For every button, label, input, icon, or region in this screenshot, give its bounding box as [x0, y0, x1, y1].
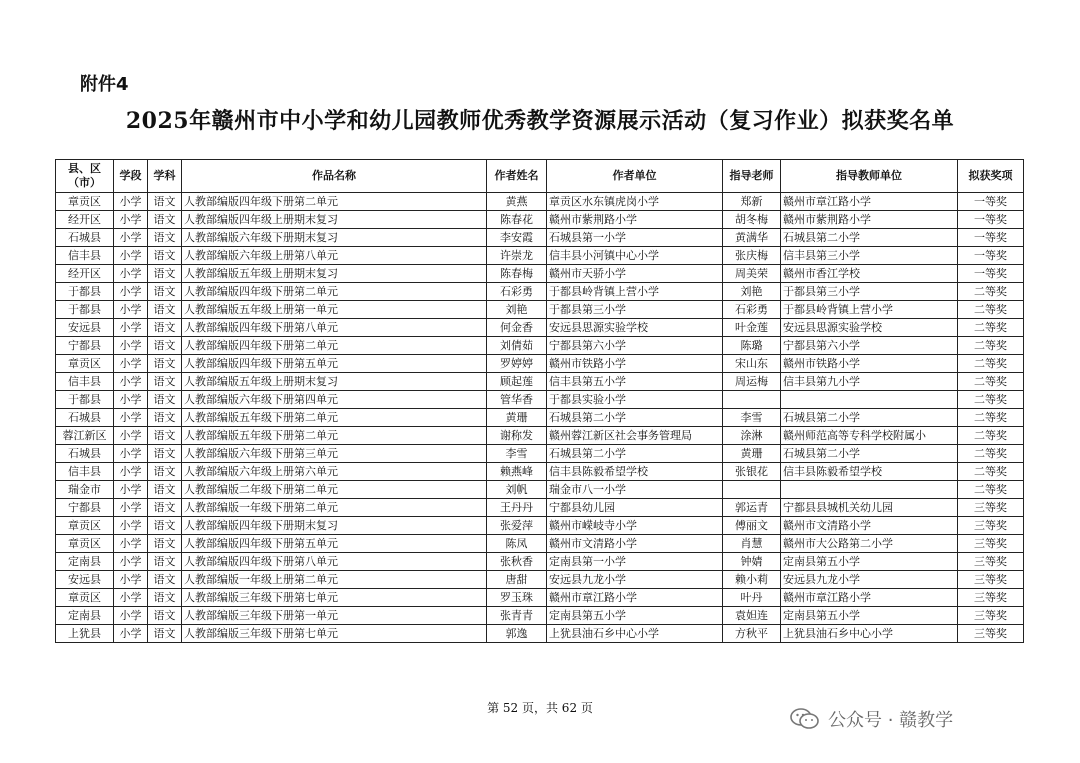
cell-work-title: 人教部编版六年级上册第六单元: [182, 463, 487, 481]
cell-advisor: 方秋平: [723, 625, 781, 643]
cell-work-title: 人教部编版四年级下册期末复习: [182, 517, 487, 535]
cell-work-title: 人教部编版五年级下册第二单元: [182, 409, 487, 427]
document-title: 2025年赣州市中小学和幼儿园教师优秀教学资源展示活动（复习作业）拟获奖名单: [125, 108, 955, 134]
cell-award: 一等奖: [958, 211, 1024, 229]
table-row: [56, 445, 1024, 463]
cell-advisor-unit: 安远县九龙小学: [781, 571, 958, 589]
cell-work-title: 人教部编版四年级下册第二单元: [182, 337, 487, 355]
cell-author-unit: 瑞金市八一小学: [547, 481, 723, 499]
cell-stage: 小学: [114, 319, 148, 337]
cell-advisor-unit: 赣州市大公路第二小学: [781, 535, 958, 553]
cell-advisor-unit: 上犹县油石乡中心小学: [781, 625, 958, 643]
cell-advisor-unit: 定南县第五小学: [781, 607, 958, 625]
cell-advisor: 傅丽文: [723, 517, 781, 535]
cell-subject: 语文: [148, 265, 182, 283]
cell-award: 一等奖: [958, 247, 1024, 265]
table-row: [56, 373, 1024, 391]
cell-author-unit: 于都县岭背镇上营小学: [547, 283, 723, 301]
table-row: [56, 517, 1024, 535]
cell-award: 二等奖: [958, 409, 1024, 427]
cell-author-unit: 于都县第三小学: [547, 301, 723, 319]
cell-advisor: 涂淋: [723, 427, 781, 445]
cell-author-unit: 信丰县陈毅希望学校: [547, 463, 723, 481]
cell-award: 二等奖: [958, 373, 1024, 391]
cell-author-name: 张爱萍: [487, 517, 547, 535]
cell-author-name: 刘帆: [487, 481, 547, 499]
cell-award: 三等奖: [958, 499, 1024, 517]
cell-stage: 小学: [114, 283, 148, 301]
cell-subject: 语文: [148, 229, 182, 247]
cell-author-name: 罗婷婷: [487, 355, 547, 373]
cell-work-title: 人教部编版四年级下册第五单元: [182, 355, 487, 373]
cell-county: 石城县: [56, 229, 114, 247]
cell-advisor-unit: 赣州师范高等专科学校附属小: [781, 427, 958, 445]
cell-author-name: 谢称发: [487, 427, 547, 445]
cell-subject: 语文: [148, 463, 182, 481]
cell-author-unit: 定南县第五小学: [547, 607, 723, 625]
cell-advisor: 李雪: [723, 409, 781, 427]
cell-work-title: 人教部编版五年级上册期末复习: [182, 373, 487, 391]
cell-author-unit: 宁都县幼儿园: [547, 499, 723, 517]
table-row: [56, 463, 1024, 481]
cell-stage: 小学: [114, 553, 148, 571]
cell-author-unit: 信丰县第五小学: [547, 373, 723, 391]
cell-author-name: 黄珊: [487, 409, 547, 427]
cell-work-title: 人教部编版四年级下册第二单元: [182, 193, 487, 211]
cell-county: 定南县: [56, 553, 114, 571]
cell-county: 安远县: [56, 319, 114, 337]
cell-award: 三等奖: [958, 553, 1024, 571]
table-row: [56, 607, 1024, 625]
cell-award: 三等奖: [958, 535, 1024, 553]
cell-subject: 语文: [148, 589, 182, 607]
cell-advisor-unit: 石城县第二小学: [781, 445, 958, 463]
cell-subject: 语文: [148, 193, 182, 211]
header-advisor: 指导老师: [723, 160, 781, 193]
table-row: [56, 499, 1024, 517]
cell-advisor: 赖小莉: [723, 571, 781, 589]
cell-award: 一等奖: [958, 265, 1024, 283]
cell-advisor: 钟婧: [723, 553, 781, 571]
cell-subject: 语文: [148, 283, 182, 301]
cell-work-title: 人教部编版六年级下册第三单元: [182, 445, 487, 463]
cell-work-title: 人教部编版五年级上册期末复习: [182, 265, 487, 283]
cell-award: 二等奖: [958, 391, 1024, 409]
table-row: [56, 193, 1024, 211]
cell-advisor-unit: [781, 391, 958, 409]
cell-stage: 小学: [114, 391, 148, 409]
cell-subject: 语文: [148, 517, 182, 535]
cell-work-title: 人教部编版六年级上册第八单元: [182, 247, 487, 265]
cell-stage: 小学: [114, 535, 148, 553]
cell-author-unit: 章贡区水东镇虎岗小学: [547, 193, 723, 211]
cell-stage: 小学: [114, 211, 148, 229]
header-award: 拟获奖项: [958, 160, 1024, 193]
cell-work-title: 人教部编版一年级上册第二单元: [182, 571, 487, 589]
cell-award: 一等奖: [958, 229, 1024, 247]
cell-advisor-unit: 安远县思源实验学校: [781, 319, 958, 337]
cell-advisor: 叶金莲: [723, 319, 781, 337]
cell-stage: 小学: [114, 517, 148, 535]
cell-work-title: 人教部编版五年级上册第一单元: [182, 301, 487, 319]
cell-advisor: 袁妲连: [723, 607, 781, 625]
cell-author-unit: 赣州市嵘岐寺小学: [547, 517, 723, 535]
cell-author-name: 郭逸: [487, 625, 547, 643]
cell-award: 三等奖: [958, 589, 1024, 607]
cell-advisor: 刘艳: [723, 283, 781, 301]
table-row: [56, 589, 1024, 607]
cell-subject: 语文: [148, 391, 182, 409]
cell-author-name: 顾起莲: [487, 373, 547, 391]
header-stage: 学段: [114, 160, 148, 193]
watermark: [790, 706, 953, 732]
cell-advisor-unit: 于都县第三小学: [781, 283, 958, 301]
attachment-label: 附件4: [80, 74, 129, 95]
cell-subject: 语文: [148, 427, 182, 445]
cell-award: 二等奖: [958, 283, 1024, 301]
cell-county: 章贡区: [56, 535, 114, 553]
cell-stage: 小学: [114, 355, 148, 373]
cell-advisor-unit: 赣州市铁路小学: [781, 355, 958, 373]
cell-author-name: 陈春梅: [487, 265, 547, 283]
header-author-unit: 作者单位: [547, 160, 723, 193]
cell-award: 二等奖: [958, 337, 1024, 355]
cell-stage: 小学: [114, 337, 148, 355]
cell-advisor: 陈璐: [723, 337, 781, 355]
table-row: [56, 229, 1024, 247]
cell-work-title: 人教部编版四年级下册第八单元: [182, 319, 487, 337]
cell-subject: 语文: [148, 337, 182, 355]
table-row: [56, 409, 1024, 427]
cell-author-unit: 赣州市章江路小学: [547, 589, 723, 607]
cell-author-unit: 赣州市紫荆路小学: [547, 211, 723, 229]
cell-subject: 语文: [148, 625, 182, 643]
cell-author-unit: 安远县九龙小学: [547, 571, 723, 589]
cell-advisor-unit: 石城县第二小学: [781, 409, 958, 427]
cell-award: 三等奖: [958, 517, 1024, 535]
header-work-title: 作品名称: [182, 160, 487, 193]
cell-author-name: 李安霞: [487, 229, 547, 247]
cell-stage: 小学: [114, 625, 148, 643]
cell-stage: 小学: [114, 229, 148, 247]
cell-advisor-unit: 赣州市香江学校: [781, 265, 958, 283]
cell-author-name: 何金香: [487, 319, 547, 337]
cell-county: 石城县: [56, 409, 114, 427]
cell-author-name: 刘倩茹: [487, 337, 547, 355]
cell-author-name: 张青青: [487, 607, 547, 625]
cell-advisor: 周运梅: [723, 373, 781, 391]
cell-advisor: 黄珊: [723, 445, 781, 463]
awards-table: [55, 159, 1024, 643]
cell-author-unit: 于都县实验小学: [547, 391, 723, 409]
cell-advisor-unit: 于都县岭背镇上营小学: [781, 301, 958, 319]
cell-advisor-unit: 石城县第二小学: [781, 229, 958, 247]
cell-author-unit: 石城县第一小学: [547, 229, 723, 247]
cell-county: 于都县: [56, 283, 114, 301]
cell-advisor: 肖慧: [723, 535, 781, 553]
cell-work-title: 人教部编版三年级下册第七单元: [182, 589, 487, 607]
table-row: [56, 391, 1024, 409]
table-row: [56, 553, 1024, 571]
cell-advisor-unit: 赣州市紫荆路小学: [781, 211, 958, 229]
cell-author-name: 陈凤: [487, 535, 547, 553]
table-body: [56, 193, 1024, 643]
cell-author-name: 黄燕: [487, 193, 547, 211]
table-row: [56, 211, 1024, 229]
cell-author-name: 罗玉珠: [487, 589, 547, 607]
cell-county: 石城县: [56, 445, 114, 463]
cell-advisor: 石彩勇: [723, 301, 781, 319]
cell-advisor: 郭运青: [723, 499, 781, 517]
table-header-row: [56, 160, 1024, 193]
table-row: [56, 355, 1024, 373]
cell-advisor: 黄满华: [723, 229, 781, 247]
cell-stage: 小学: [114, 571, 148, 589]
cell-advisor-unit: 赣州市文清路小学: [781, 517, 958, 535]
cell-award: 二等奖: [958, 481, 1024, 499]
cell-advisor: 张银花: [723, 463, 781, 481]
cell-advisor-unit: 信丰县第九小学: [781, 373, 958, 391]
cell-county: 信丰县: [56, 247, 114, 265]
cell-advisor: 张庆梅: [723, 247, 781, 265]
header-author-name: 作者姓名: [487, 160, 547, 193]
header-advisor-unit: 指导教师单位: [781, 160, 958, 193]
cell-stage: 小学: [114, 463, 148, 481]
cell-author-unit: 赣州市天骄小学: [547, 265, 723, 283]
cell-author-unit: 信丰县小河镇中心小学: [547, 247, 723, 265]
table-row: [56, 427, 1024, 445]
cell-stage: 小学: [114, 607, 148, 625]
cell-county: 经开区: [56, 211, 114, 229]
cell-author-name: 管华香: [487, 391, 547, 409]
cell-award: 二等奖: [958, 355, 1024, 373]
cell-subject: 语文: [148, 355, 182, 373]
cell-work-title: 人教部编版三年级下册第一单元: [182, 607, 487, 625]
cell-stage: 小学: [114, 589, 148, 607]
cell-award: 二等奖: [958, 463, 1024, 481]
header-subject: 学科: [148, 160, 182, 193]
cell-work-title: 人教部编版四年级下册第五单元: [182, 535, 487, 553]
cell-county: 于都县: [56, 391, 114, 409]
cell-author-name: 李雪: [487, 445, 547, 463]
cell-subject: 语文: [148, 373, 182, 391]
cell-subject: 语文: [148, 499, 182, 517]
cell-work-title: 人教部编版四年级下册第二单元: [182, 283, 487, 301]
cell-advisor-unit: 信丰县陈毅希望学校: [781, 463, 958, 481]
cell-author-name: 唐甜: [487, 571, 547, 589]
cell-advisor: 宋山东: [723, 355, 781, 373]
cell-work-title: 人教部编版四年级上册期末复习: [182, 211, 487, 229]
cell-award: 一等奖: [958, 193, 1024, 211]
cell-author-name: 王丹丹: [487, 499, 547, 517]
header-county: 县、区（市）: [56, 160, 114, 193]
table-row: [56, 283, 1024, 301]
cell-author-unit: 宁都县第六小学: [547, 337, 723, 355]
cell-award: 二等奖: [958, 319, 1024, 337]
cell-author-name: 陈春花: [487, 211, 547, 229]
cell-author-unit: 赣州蓉江新区社会事务管理局: [547, 427, 723, 445]
table-row: [56, 625, 1024, 643]
cell-advisor-unit: 信丰县第三小学: [781, 247, 958, 265]
cell-stage: 小学: [114, 427, 148, 445]
wechat-icon: [790, 707, 820, 731]
cell-county: 信丰县: [56, 463, 114, 481]
cell-work-title: 人教部编版四年级下册第八单元: [182, 553, 487, 571]
cell-stage: 小学: [114, 301, 148, 319]
cell-award: 二等奖: [958, 301, 1024, 319]
table-row: [56, 265, 1024, 283]
cell-author-unit: 安远县思源实验学校: [547, 319, 723, 337]
cell-advisor: 叶丹: [723, 589, 781, 607]
cell-advisor: [723, 391, 781, 409]
cell-county: 蓉江新区: [56, 427, 114, 445]
cell-stage: 小学: [114, 373, 148, 391]
cell-work-title: 人教部编版一年级下册第二单元: [182, 499, 487, 517]
cell-stage: 小学: [114, 409, 148, 427]
cell-work-title: 人教部编版三年级下册第七单元: [182, 625, 487, 643]
cell-advisor: [723, 481, 781, 499]
cell-county: 章贡区: [56, 355, 114, 373]
cell-advisor-unit: 宁都县县城机关幼儿园: [781, 499, 958, 517]
cell-county: 信丰县: [56, 373, 114, 391]
cell-author-name: 赖燕峰: [487, 463, 547, 481]
cell-stage: 小学: [114, 445, 148, 463]
cell-work-title: 人教部编版二年级下册第二单元: [182, 481, 487, 499]
table-row: [56, 247, 1024, 265]
cell-author-unit: 石城县第二小学: [547, 445, 723, 463]
cell-county: 章贡区: [56, 589, 114, 607]
cell-advisor-unit: [781, 481, 958, 499]
cell-subject: 语文: [148, 481, 182, 499]
cell-stage: 小学: [114, 499, 148, 517]
watermark-text: 公众号 · 赣教学: [828, 710, 954, 731]
cell-subject: 语文: [148, 445, 182, 463]
page-footer: 第 52 页，共 62 页: [487, 701, 593, 715]
cell-award: 三等奖: [958, 571, 1024, 589]
cell-subject: 语文: [148, 409, 182, 427]
cell-advisor-unit: 赣州市章江路小学: [781, 589, 958, 607]
cell-work-title: 人教部编版五年级下册第二单元: [182, 427, 487, 445]
cell-county: 上犹县: [56, 625, 114, 643]
cell-subject: 语文: [148, 553, 182, 571]
cell-award: 二等奖: [958, 445, 1024, 463]
table-row: [56, 319, 1024, 337]
cell-county: 定南县: [56, 607, 114, 625]
cell-county: 瑞金市: [56, 481, 114, 499]
cell-stage: 小学: [114, 481, 148, 499]
cell-author-unit: 石城县第二小学: [547, 409, 723, 427]
cell-subject: 语文: [148, 571, 182, 589]
cell-advisor: 胡冬梅: [723, 211, 781, 229]
cell-author-name: 刘艳: [487, 301, 547, 319]
table-row: [56, 571, 1024, 589]
cell-subject: 语文: [148, 535, 182, 553]
cell-author-unit: 上犹县油石乡中心小学: [547, 625, 723, 643]
cell-author-name: 张秋香: [487, 553, 547, 571]
cell-county: 宁都县: [56, 499, 114, 517]
cell-advisor-unit: 赣州市章江路小学: [781, 193, 958, 211]
cell-advisor: 郑新: [723, 193, 781, 211]
cell-county: 章贡区: [56, 517, 114, 535]
cell-award: 三等奖: [958, 607, 1024, 625]
cell-author-name: 许崇龙: [487, 247, 547, 265]
cell-stage: 小学: [114, 247, 148, 265]
cell-award: 二等奖: [958, 427, 1024, 445]
table-row: [56, 337, 1024, 355]
cell-award: 三等奖: [958, 625, 1024, 643]
cell-work-title: 人教部编版六年级下册第四单元: [182, 391, 487, 409]
cell-advisor-unit: 宁都县第六小学: [781, 337, 958, 355]
cell-subject: 语文: [148, 211, 182, 229]
cell-author-unit: 定南县第一小学: [547, 553, 723, 571]
cell-author-unit: 赣州市铁路小学: [547, 355, 723, 373]
cell-advisor: 周美荣: [723, 265, 781, 283]
cell-county: 安远县: [56, 571, 114, 589]
cell-subject: 语文: [148, 319, 182, 337]
table-row: [56, 301, 1024, 319]
cell-author-name: 石彩勇: [487, 283, 547, 301]
table-row: [56, 535, 1024, 553]
cell-author-unit: 赣州市文清路小学: [547, 535, 723, 553]
cell-subject: 语文: [148, 607, 182, 625]
cell-subject: 语文: [148, 247, 182, 265]
cell-county: 经开区: [56, 265, 114, 283]
cell-advisor-unit: 定南县第五小学: [781, 553, 958, 571]
cell-stage: 小学: [114, 265, 148, 283]
cell-county: 宁都县: [56, 337, 114, 355]
cell-county: 章贡区: [56, 193, 114, 211]
cell-work-title: 人教部编版六年级下册期末复习: [182, 229, 487, 247]
cell-county: 于都县: [56, 301, 114, 319]
cell-subject: 语文: [148, 301, 182, 319]
cell-stage: 小学: [114, 193, 148, 211]
table-row: [56, 481, 1024, 499]
